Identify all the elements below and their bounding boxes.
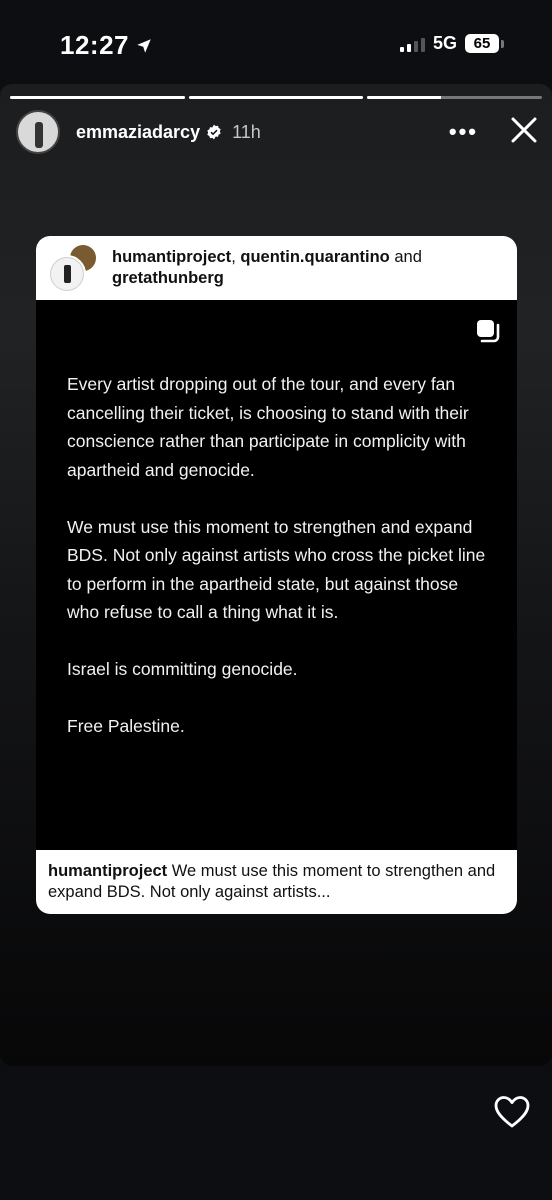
- author-quentin[interactable]: quentin.quarantino: [240, 248, 390, 266]
- post-text: [67, 370, 487, 769]
- clock-text: 12:27: [60, 30, 129, 60]
- post-avatars: [48, 243, 98, 293]
- battery-icon: [465, 34, 504, 53]
- author-separator: and: [389, 248, 422, 266]
- status-bar: [0, 0, 552, 84]
- progress-segment: [10, 96, 185, 99]
- progress-segment: [189, 96, 364, 99]
- status-time: [60, 30, 153, 61]
- close-icon[interactable]: [508, 114, 540, 151]
- post-paragraph: Free Palestine.: [67, 716, 185, 736]
- network-type: 5G: [432, 33, 457, 53]
- author-greta[interactable]: gretathunberg: [112, 269, 224, 287]
- avatar: [48, 255, 86, 293]
- shared-post-card[interactable]: [36, 236, 517, 914]
- post-paragraph: Israel is committing genocide.: [67, 659, 298, 679]
- story-frame[interactable]: [0, 84, 552, 1066]
- signal-icon: [400, 36, 425, 52]
- location-arrow-icon: [135, 37, 153, 55]
- story-header: [16, 108, 540, 156]
- post-paragraph: Every artist dropping out of the tour, and every fan cancelling their ticket, is choosing to stand with their conscience rather than participate in complicity with apartheid and genocide.: [67, 374, 469, 480]
- caption-text: We must use this moment to strengthen and expand BDS. Not only against artists...: [48, 862, 496, 901]
- post-header[interactable]: [36, 236, 517, 300]
- battery-level: 65: [465, 34, 499, 53]
- post-paragraph: We must use this moment to strengthen and expand BDS. Not only against artists who cross the picket line to perform in the apartheid state, but against those who refuse to call a thing what it is.: [67, 516, 486, 622]
- story-progress: [10, 96, 542, 99]
- more-icon[interactable]: •••: [448, 119, 478, 144]
- post-image: [36, 300, 517, 850]
- caption-username[interactable]: humantiproject: [48, 862, 168, 880]
- multi-post-icon: [475, 318, 501, 344]
- author-separator: ,: [231, 248, 241, 266]
- story-time-ago: 11h: [232, 121, 261, 142]
- story-username[interactable]: emmaziadarcy: [76, 121, 201, 142]
- author-humantiproject[interactable]: humantiproject: [112, 248, 232, 266]
- status-indicators: [400, 33, 504, 54]
- avatar[interactable]: [16, 110, 60, 154]
- post-caption[interactable]: [36, 850, 517, 914]
- post-authors[interactable]: [112, 247, 505, 289]
- heart-icon[interactable]: [494, 1095, 530, 1129]
- progress-segment: [367, 96, 542, 99]
- verified-badge-icon: [206, 124, 222, 140]
